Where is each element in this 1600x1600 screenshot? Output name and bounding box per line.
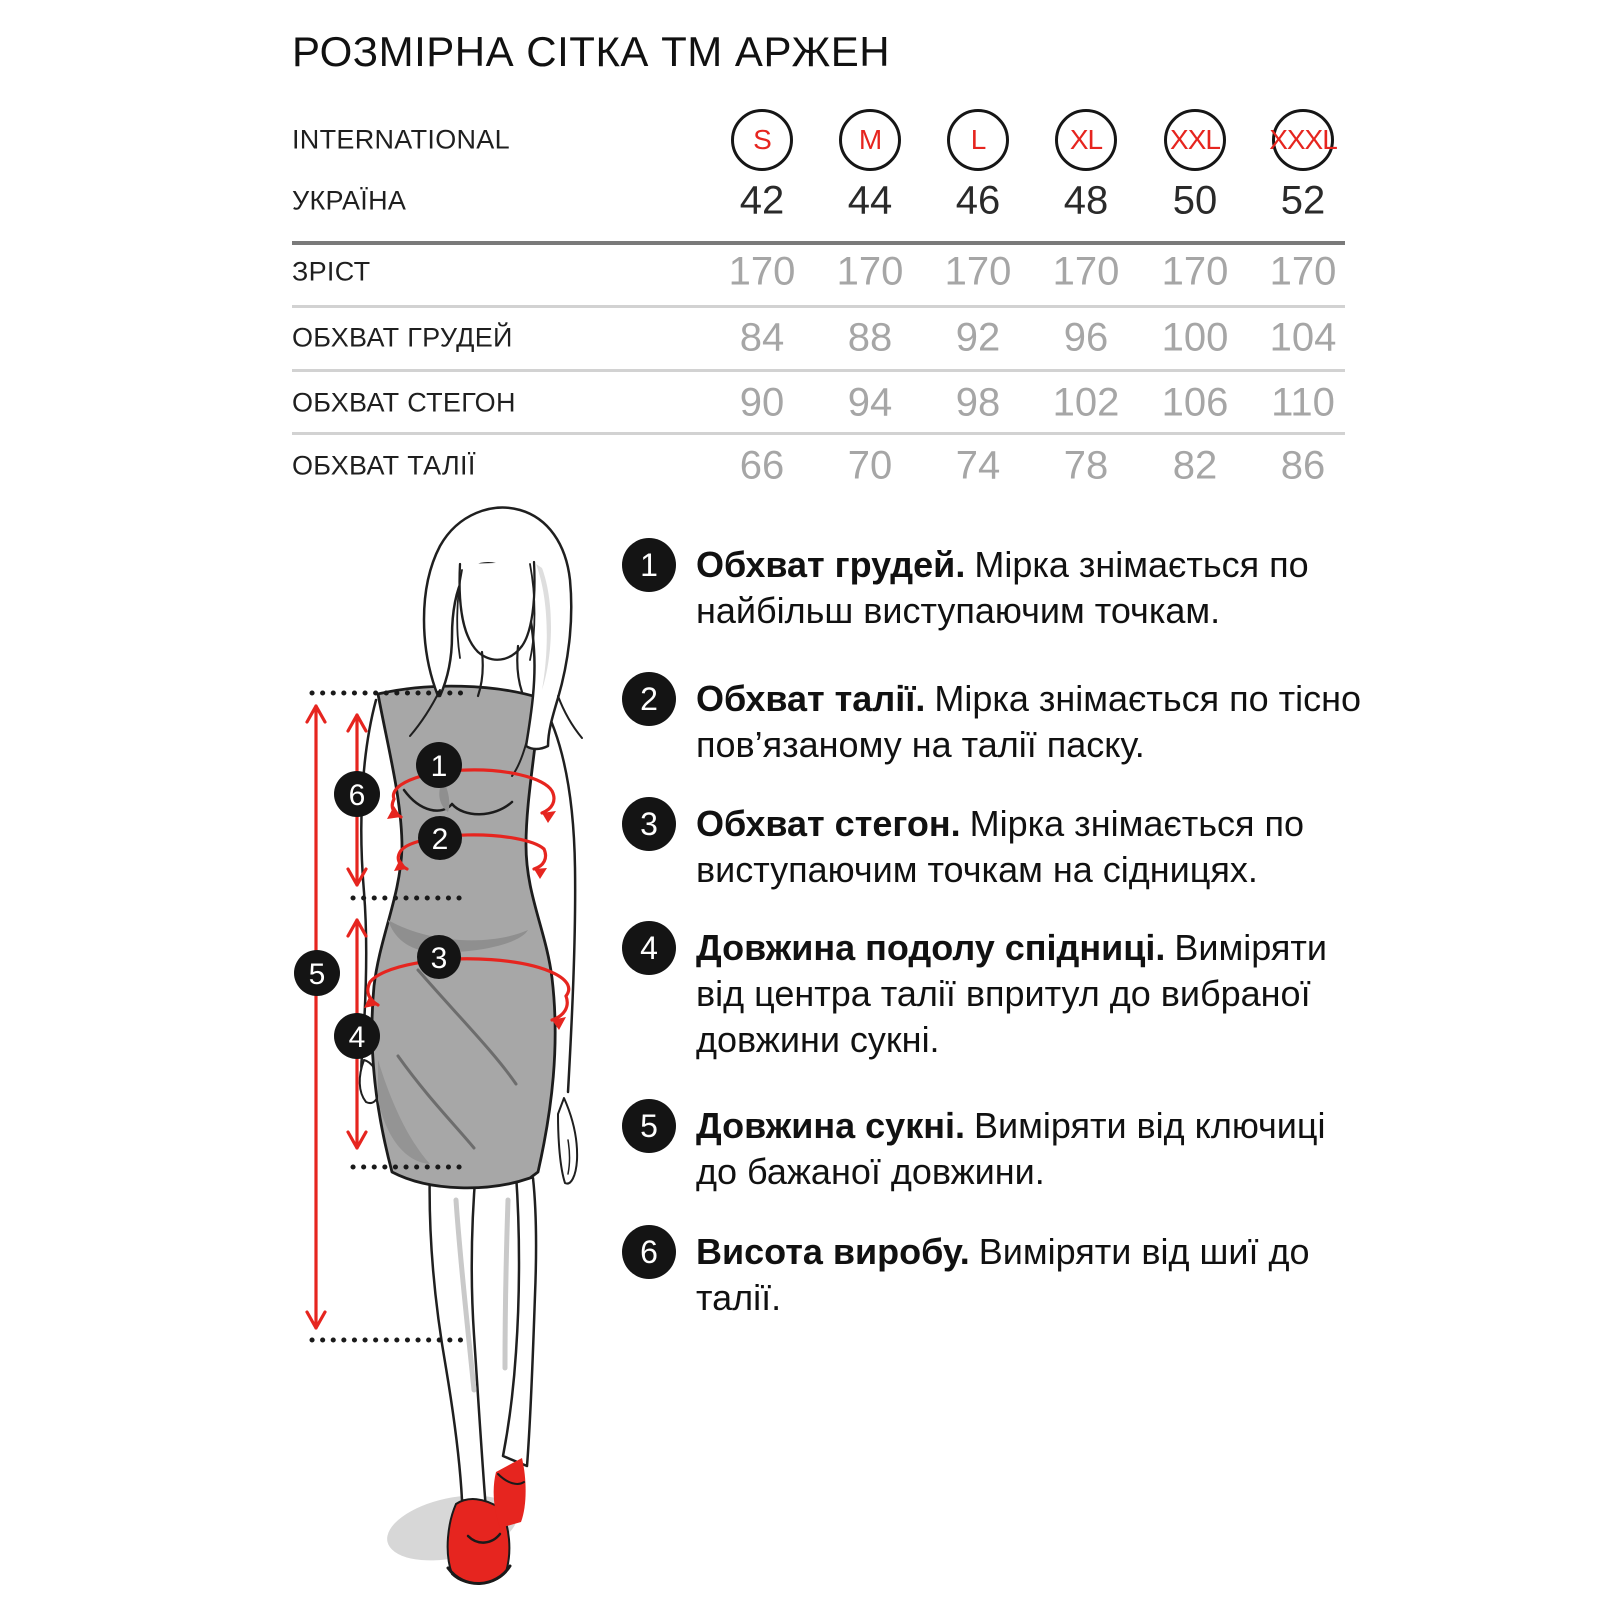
size-letter: L xyxy=(970,124,986,155)
table-cell: 106 xyxy=(1161,380,1229,425)
legend-item xyxy=(696,542,1368,634)
marker-number: 5 xyxy=(308,958,326,991)
legend-number: 2 xyxy=(640,680,658,717)
legend-badge-6 xyxy=(622,1225,676,1279)
marker-number: 1 xyxy=(430,750,448,783)
table-cell: 82 xyxy=(1172,443,1218,488)
table-cell: 86 xyxy=(1280,443,1326,488)
size-badge-xxl xyxy=(1164,109,1226,171)
size-letter: S xyxy=(753,124,771,155)
table-cell: 48 xyxy=(1063,178,1109,223)
legend-item xyxy=(696,1229,1368,1321)
woman-sketch xyxy=(360,508,582,1584)
legend-desc: Мірка знімається по найбільш виступаючим точкам. xyxy=(696,544,1309,631)
page-title: РОЗМІРНА СІТКА ТМ АРЖЕН xyxy=(292,28,891,75)
size-letter: XXXL xyxy=(1269,124,1337,155)
table-cell: 170 xyxy=(944,249,1012,294)
table-cell: 102 xyxy=(1052,380,1120,425)
size-figure-illustration xyxy=(280,500,600,1600)
size-badge-xl xyxy=(1055,109,1117,171)
table-cell: 170 xyxy=(1052,249,1120,294)
table-cell: 104 xyxy=(1269,315,1337,360)
table-divider xyxy=(292,305,1345,308)
table-cell: 170 xyxy=(1161,249,1229,294)
table-cell: 170 xyxy=(1269,249,1337,294)
legend-badge-1 xyxy=(622,538,676,592)
legend-badge-2 xyxy=(622,672,676,726)
legend-number: 4 xyxy=(640,929,658,966)
legend-desc: Мірка знімається по виступаючим точкам на сідницях. xyxy=(696,803,1304,890)
size-letter: XXL xyxy=(1170,124,1220,155)
legend-item xyxy=(696,676,1368,768)
table-cell: 70 xyxy=(847,443,893,488)
size-badge-xxxl xyxy=(1269,109,1337,171)
size-letter: M xyxy=(858,124,882,155)
legend-item xyxy=(696,925,1368,1063)
marker-number: 3 xyxy=(430,942,448,975)
marker-number: 2 xyxy=(431,823,449,856)
table-cell: 78 xyxy=(1063,443,1109,488)
table-cell: 94 xyxy=(847,380,893,425)
table-cell: 88 xyxy=(847,315,893,360)
table-divider xyxy=(292,369,1345,372)
table-cell: 42 xyxy=(739,178,785,223)
row-label-chest: ОБХВАТ ГРУДЕЙ xyxy=(292,322,513,353)
table-cell: 92 xyxy=(955,315,1001,360)
legend-term: Обхват грудей. xyxy=(696,544,966,585)
red-shoe-heel xyxy=(494,1458,526,1528)
marker-number: 4 xyxy=(348,1021,366,1054)
legend-desc: Виміряти від центра талії впритул до вибраної довжини сукні. xyxy=(696,927,1327,1060)
marker-number: 6 xyxy=(348,779,366,812)
table-cell: 170 xyxy=(836,249,904,294)
table-cell: 84 xyxy=(739,315,785,360)
table-cell: 170 xyxy=(728,249,796,294)
legend-number: 5 xyxy=(640,1107,658,1144)
legend-term: Обхват талії. xyxy=(696,678,926,719)
table-cell: 100 xyxy=(1161,315,1229,360)
size-badge-s xyxy=(731,109,793,171)
row-label-height: ЗРІСТ xyxy=(292,256,371,287)
table-cell: 52 xyxy=(1280,178,1326,223)
table-cell: 110 xyxy=(1271,380,1335,425)
legend-desc: Виміряти від ключиці до бажаної довжини. xyxy=(696,1105,1326,1192)
row-label-international: INTERNATIONAL xyxy=(292,124,510,155)
table-cell: 90 xyxy=(739,380,785,425)
table-cell: 44 xyxy=(847,178,893,223)
row-label-hips: ОБХВАТ СТЕГОН xyxy=(292,387,516,418)
legend-badge-3 xyxy=(622,797,676,851)
legend-badge-4 xyxy=(622,921,676,975)
table-cell: 96 xyxy=(1063,315,1109,360)
legend-desc: Виміряти від шиї до талії. xyxy=(696,1231,1310,1318)
table-cell: 98 xyxy=(955,380,1001,425)
legend-item xyxy=(696,1103,1368,1195)
legend-term: Довжина сукні. xyxy=(696,1105,965,1146)
legend-desc: Мірка знімається по тісно пов’язаному на талії паску. xyxy=(696,678,1362,765)
legend-number: 6 xyxy=(640,1233,658,1270)
size-letter: XL xyxy=(1069,124,1103,155)
legend-term: Обхват стегон. xyxy=(696,803,961,844)
legend-number: 1 xyxy=(640,546,658,583)
size-badge-l xyxy=(947,109,1009,171)
table-cell: 50 xyxy=(1172,178,1218,223)
table-divider-top xyxy=(292,241,1345,245)
legend-term: Висота виробу. xyxy=(696,1231,970,1272)
table-cell: 46 xyxy=(955,178,1001,223)
legend-term: Довжина подолу спідниці. xyxy=(696,927,1166,968)
legend-item xyxy=(696,801,1368,893)
table-divider xyxy=(292,432,1345,435)
row-label-waist: ОБХВАТ ТАЛІЇ xyxy=(292,450,476,481)
table-cell: 66 xyxy=(739,443,785,488)
table-cell: 74 xyxy=(955,443,1001,488)
size-badge-m xyxy=(839,109,901,171)
legend-number: 3 xyxy=(640,805,658,842)
legend-badge-5 xyxy=(622,1099,676,1153)
row-label-ukraine: УКРАЇНА xyxy=(292,185,407,216)
